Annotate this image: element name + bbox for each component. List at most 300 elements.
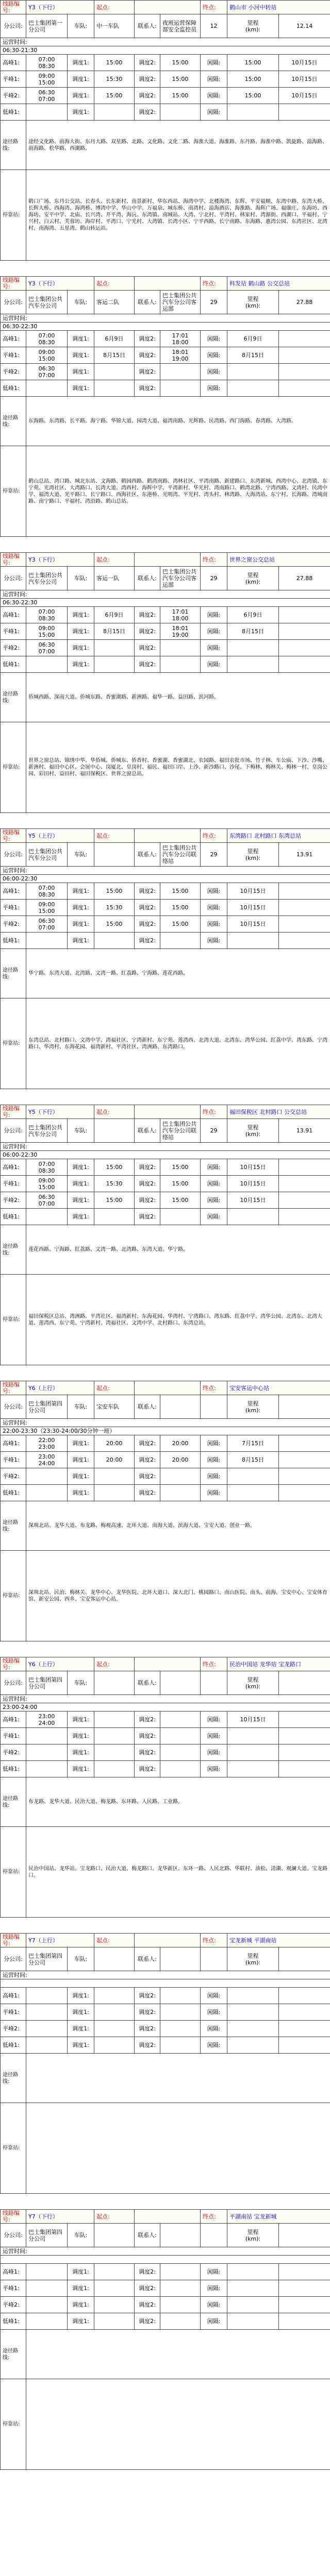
period-label: 平峰2: bbox=[1, 1468, 26, 1485]
dispatch2-label: 调度2: bbox=[135, 380, 160, 397]
distance-unit: (km): bbox=[245, 302, 261, 309]
contact-value bbox=[160, 2224, 201, 2247]
date-value bbox=[279, 1176, 330, 1192]
interval-value bbox=[227, 2280, 279, 2297]
interval-label: 闲隔: bbox=[201, 933, 227, 949]
line-number: Y6（上行） bbox=[26, 1657, 94, 1671]
interval-value bbox=[227, 1761, 279, 1777]
distance-label bbox=[227, 567, 279, 590]
period-time bbox=[26, 2297, 68, 2313]
route-path-text: 莲花西路、宁海路、红荔路、文湾一路、北湾路、东湾大道、华宁路。 bbox=[26, 1225, 330, 1275]
stops-label: 停靠站: bbox=[1, 170, 26, 261]
period-label: 低峰1: bbox=[1, 2037, 26, 2054]
distance-number: 12 bbox=[201, 14, 227, 38]
company-label: 分公司: bbox=[1, 1671, 26, 1695]
dispatch2-value bbox=[160, 2037, 201, 2054]
dispatch1-value bbox=[94, 2264, 135, 2280]
route-path-label: 途径路线: bbox=[1, 1501, 26, 1551]
interval-value bbox=[227, 640, 279, 656]
interval-label: 闲隔: bbox=[201, 380, 227, 397]
distance-value: 13.91 bbox=[279, 843, 330, 867]
route-table bbox=[0, 276, 330, 537]
period-time: 06:30 07:00 bbox=[26, 364, 68, 380]
period-time: 06:30 07:00 bbox=[26, 640, 68, 656]
branch-value: 客运一队 bbox=[94, 567, 135, 590]
interval-label: 闲隔: bbox=[201, 640, 227, 656]
dispatch1-label: 调度1: bbox=[68, 347, 94, 364]
stops-text: 鹤山总站、湾口路、城北东站、文海路、鹤园西路、鹤湾南路、湾林社区、平湾南路、新建路口、东湾新城、西湾中心、北湾镇、东宁苑、光湾社区、大湾路口、长湾大道、湾西村、海辉中学、平湾新村、华光村、湾南路口、鹤湾北路、宁湾西路、文湾村、民湾中学、福湾大道、光平路口、长宁路口、西海社区、东港桥、光明湾、平光村、湾头村、林湾路、大海湾站、东宁村、长海路、湾城南路、南宁路口、平福村、湾沿路、鹤山总站。 bbox=[26, 446, 330, 537]
interval-label: 闲隔: bbox=[201, 656, 227, 673]
dispatch2-label: 调度2: bbox=[135, 2297, 160, 2313]
period-label: 平峰2: bbox=[1, 640, 26, 656]
distance-number bbox=[201, 2224, 227, 2247]
op-time-value bbox=[1, 2256, 330, 2264]
interval-value: 8月15日 bbox=[227, 623, 279, 640]
dispatch2-value: 18:01 19:00 bbox=[160, 347, 201, 364]
interval-label: 闲隔: bbox=[201, 1435, 227, 1452]
period-time bbox=[26, 2313, 68, 2330]
dispatch2-label: 调度2: bbox=[135, 623, 160, 640]
dispatch2-label: 调度2: bbox=[135, 2037, 160, 2054]
route-path-label: 途径路线: bbox=[1, 949, 26, 998]
dispatch2-label: 调度2: bbox=[135, 1485, 160, 1501]
dispatch1-value bbox=[94, 2280, 135, 2297]
stops-text: 福田保税区总站、湾洲路、平湾社区、福湾新村、东海花园、华湾村、宁湾路口、湾东路、红荔中学、湾华公园、北湾东、北湾大道、莲湾西、东宁苑、宁湾新村、湾福社区、文湾中学、北村路口、东湾总站。 bbox=[26, 1275, 330, 1365]
dispatch2-label: 调度2: bbox=[135, 1761, 160, 1777]
dispatch2-value bbox=[160, 1744, 201, 1761]
interval-label: 闲隔: bbox=[201, 2313, 227, 2330]
start-value bbox=[135, 1105, 201, 1119]
company-value: 巴士集团第四分公司 bbox=[26, 2224, 68, 2247]
branch-value: 宝安车队 bbox=[94, 1395, 135, 1419]
period-label: 平峰2: bbox=[1, 364, 26, 380]
interval-value bbox=[227, 2264, 279, 2280]
dispatch2-value bbox=[160, 1485, 201, 1501]
date-value bbox=[279, 2004, 330, 2021]
start-value bbox=[135, 1, 201, 14]
company-label: 分公司: bbox=[1, 291, 26, 314]
dispatch1-label: 调度1: bbox=[68, 1176, 94, 1192]
contact-value bbox=[160, 1395, 201, 1419]
distance-value: 27.88 bbox=[279, 291, 330, 314]
date-value bbox=[279, 656, 330, 673]
interval-value bbox=[227, 1209, 279, 1225]
period-time: 09:00 15:00 bbox=[26, 347, 68, 364]
dispatch2-value bbox=[160, 2280, 201, 2297]
distance-label bbox=[227, 1395, 279, 1419]
dispatch2-label: 调度2: bbox=[135, 656, 160, 673]
dispatch1-value: 15:00 bbox=[94, 883, 135, 900]
op-time-label: 运营时间: bbox=[1, 38, 330, 46]
contact-label: 联系人: bbox=[135, 843, 160, 867]
route-block-r7 bbox=[0, 1657, 330, 1918]
route-table bbox=[0, 1657, 330, 1918]
dispatch2-value: 15:00 bbox=[160, 55, 201, 71]
interval-label: 闲隔: bbox=[201, 2021, 227, 2037]
distance-unit: (km): bbox=[245, 854, 261, 861]
route-table bbox=[0, 2209, 330, 2470]
dispatch2-value: 20:00 bbox=[160, 1435, 201, 1452]
dispatch2-value bbox=[160, 2313, 201, 2330]
period-label: 低峰1: bbox=[1, 933, 26, 949]
interval-label: 闲隔: bbox=[201, 2004, 227, 2021]
end-label: 终点: bbox=[201, 1657, 227, 1671]
dispatch1-label: 调度1: bbox=[68, 900, 94, 916]
start-value bbox=[135, 1934, 201, 1947]
dispatch2-value: 15:00 bbox=[160, 71, 201, 88]
start-label: 起点: bbox=[94, 829, 135, 843]
date-value: 10月15日 bbox=[279, 88, 330, 104]
dispatch2-label: 调度2: bbox=[135, 2021, 160, 2037]
dispatch2-label: 调度2: bbox=[135, 1728, 160, 1744]
dispatch2-value bbox=[160, 933, 201, 949]
period-label: 高峰1: bbox=[1, 1711, 26, 1728]
end-value: 民治中国站 龙华站 宝龙路口 bbox=[227, 1657, 330, 1671]
interval-label: 闲隔: bbox=[201, 364, 227, 380]
date-value bbox=[279, 1468, 330, 1485]
dispatch2-value bbox=[160, 2004, 201, 2021]
dispatch1-value bbox=[94, 1728, 135, 1744]
dispatch2-value: 17:01 18:00 bbox=[160, 607, 201, 623]
line-number: Y3（下行） bbox=[26, 1, 94, 14]
dispatch2-label: 调度2: bbox=[135, 640, 160, 656]
period-time: 23:00 24:00 bbox=[26, 1711, 68, 1728]
date-value bbox=[279, 883, 330, 900]
period-time bbox=[26, 1209, 68, 1225]
date-value bbox=[279, 2264, 330, 2280]
dispatch1-label: 调度1: bbox=[68, 640, 94, 656]
contact-label: 联系人: bbox=[135, 567, 160, 590]
date-value bbox=[279, 2037, 330, 2054]
dispatch2-label: 调度2: bbox=[135, 2313, 160, 2330]
route-path-label: 途径路线: bbox=[1, 397, 26, 446]
period-time bbox=[26, 104, 68, 121]
period-label: 高峰1: bbox=[1, 883, 26, 900]
interval-label: 闲隔: bbox=[201, 1468, 227, 1485]
period-label: 平峰2: bbox=[1, 2297, 26, 2313]
dispatch1-label: 调度1: bbox=[68, 1744, 94, 1761]
date-value bbox=[279, 2021, 330, 2037]
interval-value bbox=[227, 1485, 279, 1501]
op-time-value: 06:30-22:30 bbox=[1, 599, 330, 607]
interval-value: 7月15日 bbox=[227, 1435, 279, 1452]
line-number: Y3（下行） bbox=[26, 277, 94, 291]
line-number: Y7（下行） bbox=[26, 2210, 94, 2224]
interval-label: 闲隔: bbox=[201, 916, 227, 933]
company-label: 分公司: bbox=[1, 1395, 26, 1419]
interval-label: 闲隔: bbox=[201, 1728, 227, 1744]
dispatch2-value bbox=[160, 364, 201, 380]
date-value: 10月15日 bbox=[279, 55, 330, 71]
stops-text: 世界之窗总站、锦绣中华、华侨城、侨城东、侨香村、香蜜湖、香蜜湖北、农园路、福田农批市场、竹子林、车公庙、下沙、沙嘴、新洲村、福田中心区、会展中心、岗厦北、皇岗村、福民、福田口岸、上沙、新沙路口、沙尾、下梅林、梅林关、梅林一村、皇岗公园、彩田村、益田村、福田保税区、世界之窗总站。 bbox=[26, 722, 330, 813]
stops-label: 停靠站: bbox=[1, 2379, 26, 2470]
dispatch2-label: 调度2: bbox=[135, 2264, 160, 2280]
period-label: 高峰1: bbox=[1, 2264, 26, 2280]
company-value: 巴士集团公共汽车分公司 bbox=[26, 1119, 68, 1143]
dispatch1-label: 调度1: bbox=[68, 1209, 94, 1225]
start-label: 起点: bbox=[94, 1, 135, 14]
dispatch2-value: 15:00 bbox=[160, 88, 201, 104]
interval-value bbox=[227, 1728, 279, 1744]
interval-value: 6月9日 bbox=[227, 607, 279, 623]
period-label: 平峰2: bbox=[1, 88, 26, 104]
start-label: 起点: bbox=[94, 1657, 135, 1671]
branch-label: 车队: bbox=[68, 1671, 94, 1695]
dispatch1-label: 调度1: bbox=[68, 2280, 94, 2297]
period-time: 07:00 08:30 bbox=[26, 607, 68, 623]
interval-value bbox=[227, 2313, 279, 2330]
dispatch2-label: 调度2: bbox=[135, 1159, 160, 1176]
dispatch2-value: 15:00 bbox=[160, 1159, 201, 1176]
dispatch1-label: 调度1: bbox=[68, 2313, 94, 2330]
date-value bbox=[279, 1761, 330, 1777]
stops-label: 停靠站: bbox=[1, 1551, 26, 1641]
interval-value: 15:00 bbox=[227, 88, 279, 104]
dispatch2-label: 调度2: bbox=[135, 916, 160, 933]
dispatch1-value: 15:00 bbox=[94, 1159, 135, 1176]
op-time-label: 运营时间: bbox=[1, 590, 330, 599]
distance-number bbox=[201, 1947, 227, 1971]
date-value bbox=[279, 1435, 330, 1452]
date-value bbox=[279, 1744, 330, 1761]
route-path-label: 途径路线: bbox=[1, 121, 26, 170]
stops-text bbox=[26, 2379, 330, 2470]
op-time-label: 运营时间: bbox=[1, 1695, 330, 1703]
route-path-label: 途径路线: bbox=[1, 2330, 26, 2379]
company-label: 分公司: bbox=[1, 14, 26, 38]
interval-label: 闲隔: bbox=[201, 347, 227, 364]
distance-value bbox=[279, 1671, 330, 1695]
period-time bbox=[26, 1761, 68, 1777]
op-time-label: 运营时间: bbox=[1, 1419, 330, 1427]
dispatch1-label: 调度1: bbox=[68, 933, 94, 949]
interval-value: 10月15日 bbox=[227, 1192, 279, 1209]
line-number-label: 线路编号: bbox=[1, 2210, 26, 2224]
dispatch1-value: 15:30 bbox=[94, 1176, 135, 1192]
period-label: 低峰1: bbox=[1, 656, 26, 673]
dispatch1-value: 15:00 bbox=[94, 916, 135, 933]
period-label: 平峰2: bbox=[1, 1192, 26, 1209]
dispatch1-value bbox=[94, 1744, 135, 1761]
dispatch2-label: 调度2: bbox=[135, 933, 160, 949]
interval-value: 15:00 bbox=[227, 55, 279, 71]
interval-label: 闲隔: bbox=[201, 883, 227, 900]
dispatch2-label: 调度2: bbox=[135, 607, 160, 623]
contact-value: 巴士集团公共汽车分公司联络站 bbox=[160, 1119, 201, 1143]
company-value: 巴士集团第四分公司 bbox=[26, 1395, 68, 1419]
dispatch2-value bbox=[160, 1711, 201, 1728]
distance-number: 29 bbox=[201, 1119, 227, 1143]
dispatch2-value: 15:00 bbox=[160, 900, 201, 916]
dispatch1-label: 调度1: bbox=[68, 380, 94, 397]
dispatch1-value: 8月15日 bbox=[94, 623, 135, 640]
interval-label: 闲隔: bbox=[201, 1485, 227, 1501]
period-label: 平峰1: bbox=[1, 71, 26, 88]
date-value bbox=[279, 900, 330, 916]
start-label: 起点: bbox=[94, 277, 135, 291]
period-time bbox=[26, 1988, 68, 2004]
line-number-label: 线路编号: bbox=[1, 1934, 26, 1947]
interval-value: 8月15日 bbox=[227, 347, 279, 364]
distance-number bbox=[201, 1395, 227, 1419]
period-label: 低峰1: bbox=[1, 2313, 26, 2330]
branch-value bbox=[94, 2224, 135, 2247]
dispatch1-label: 调度1: bbox=[68, 2264, 94, 2280]
dispatch1-value bbox=[94, 2313, 135, 2330]
distance-unit: (km): bbox=[245, 1406, 261, 1414]
period-time bbox=[26, 2264, 68, 2280]
dispatch1-label: 调度1: bbox=[68, 623, 94, 640]
dispatch1-label: 调度1: bbox=[68, 656, 94, 673]
dispatch1-value: 8月15日 bbox=[94, 347, 135, 364]
dispatch2-value: 15:00 bbox=[160, 883, 201, 900]
distance-label-text: 里程 bbox=[247, 2228, 259, 2235]
company-value: 巴士集团第一分公司 bbox=[26, 14, 68, 38]
dispatch2-label: 调度2: bbox=[135, 104, 160, 121]
interval-value: 10月15日 bbox=[227, 916, 279, 933]
interval-value bbox=[227, 104, 279, 121]
dispatch1-label: 调度1: bbox=[68, 2004, 94, 2021]
dispatch2-label: 调度2: bbox=[135, 1192, 160, 1209]
interval-value: 10月15日 bbox=[227, 883, 279, 900]
period-label: 平峰1: bbox=[1, 1452, 26, 1468]
dispatch1-label: 调度1: bbox=[68, 1468, 94, 1485]
dispatch1-value bbox=[94, 2021, 135, 2037]
interval-value: 10月15日 bbox=[227, 1159, 279, 1176]
branch-value: 中一车队 bbox=[94, 14, 135, 38]
line-number-label: 线路编号: bbox=[1, 553, 26, 567]
interval-value bbox=[227, 1744, 279, 1761]
interval-label: 闲隔: bbox=[201, 331, 227, 347]
dispatch2-label: 调度2: bbox=[135, 364, 160, 380]
date-value bbox=[279, 640, 330, 656]
date-value bbox=[279, 1452, 330, 1468]
route-path-text bbox=[26, 2330, 330, 2379]
end-label: 终点: bbox=[201, 829, 227, 843]
distance-label-text: 里程 bbox=[247, 1400, 259, 1407]
line-number-label: 线路编号: bbox=[1, 1381, 26, 1395]
dispatch1-value bbox=[94, 1761, 135, 1777]
stops-label: 停靠站: bbox=[1, 722, 26, 813]
distance-value: 27.88 bbox=[279, 567, 330, 590]
contact-value bbox=[160, 1671, 201, 1695]
route-table bbox=[0, 0, 330, 261]
stops-text bbox=[26, 2103, 330, 2194]
interval-value: 10月15日 bbox=[227, 1711, 279, 1728]
dispatch2-label: 调度2: bbox=[135, 1711, 160, 1728]
period-label: 低峰1: bbox=[1, 1761, 26, 1777]
dispatch2-label: 调度2: bbox=[135, 88, 160, 104]
date-value bbox=[279, 623, 330, 640]
date-value bbox=[279, 2280, 330, 2297]
dispatch1-label: 调度1: bbox=[68, 88, 94, 104]
dispatch1-value: 15:00 bbox=[94, 55, 135, 71]
period-time bbox=[26, 1485, 68, 1501]
interval-value: 15:00 bbox=[227, 71, 279, 88]
line-number-label: 线路编号: bbox=[1, 1105, 26, 1119]
start-label: 起点: bbox=[94, 1105, 135, 1119]
route-path-text: 深圳北站、龙华大道、布龙路、梅观高速、北环大道、南海大道、滨海大道、宝安大道、创业一路。 bbox=[26, 1501, 330, 1551]
route-block-r2 bbox=[0, 276, 330, 537]
branch-label: 车队: bbox=[68, 1395, 94, 1419]
dispatch1-value bbox=[94, 104, 135, 121]
company-label: 分公司: bbox=[1, 843, 26, 867]
dispatch1-value bbox=[94, 1468, 135, 1485]
op-time-label: 运营时间: bbox=[1, 314, 330, 323]
interval-label: 闲隔: bbox=[201, 900, 227, 916]
period-time bbox=[26, 380, 68, 397]
date-value bbox=[279, 2313, 330, 2330]
start-value bbox=[135, 1381, 201, 1395]
stops-text: 东湾总站、北村路口、文湾中学、湾福社区、宁湾新村、东宁苑、莲湾西、北湾大道、北湾东、湾华公园、红荔中学、湾东路、宁湾路口、华湾村、东海花园、福湾新村、平湾社区、湾洲路、东湾路口。 bbox=[26, 998, 330, 1089]
route-block-r4 bbox=[0, 828, 330, 1089]
company-label: 分公司: bbox=[1, 567, 26, 590]
company-label: 分公司: bbox=[1, 1947, 26, 1971]
period-label: 平峰2: bbox=[1, 1744, 26, 1761]
company-value: 巴士集团第四分公司 bbox=[26, 1671, 68, 1695]
stops-label: 停靠站: bbox=[1, 998, 26, 1089]
distance-unit: (km): bbox=[245, 578, 261, 585]
interval-label: 闲隔: bbox=[201, 1988, 227, 2004]
dispatch1-label: 调度1: bbox=[68, 1988, 94, 2004]
period-time: 07:00 08:30 bbox=[26, 1159, 68, 1176]
distance-label-text: 里程 bbox=[247, 19, 259, 26]
route-block-r8 bbox=[0, 1933, 330, 2194]
date-value bbox=[279, 1728, 330, 1744]
interval-label: 闲隔: bbox=[201, 2264, 227, 2280]
line-number: Y7（上行） bbox=[26, 1934, 94, 1947]
distance-label-text: 里程 bbox=[247, 295, 259, 302]
interval-label: 闲隔: bbox=[201, 623, 227, 640]
dispatch1-value bbox=[94, 933, 135, 949]
interval-label: 闲隔: bbox=[201, 1761, 227, 1777]
distance-label bbox=[227, 14, 279, 38]
stops-label: 停靠站: bbox=[1, 1827, 26, 1918]
contact-value: 巴士集团公共汽车分公司客运部 bbox=[160, 291, 201, 314]
contact-value: 巴士集团公共汽车分公司联络站 bbox=[160, 843, 201, 867]
contact-label: 联系人: bbox=[135, 1119, 160, 1143]
period-time: 09:00 15:00 bbox=[26, 71, 68, 88]
interval-label: 闲隔: bbox=[201, 2037, 227, 2054]
distance-label-text: 里程 bbox=[247, 848, 259, 855]
interval-label: 闲隔: bbox=[201, 1711, 227, 1728]
distance-label-text: 里程 bbox=[247, 571, 259, 579]
route-path-text: 华宁路、东湾大道、北湾路、文湾一路、红荔路、宁海路、莲花西路。 bbox=[26, 949, 330, 998]
end-value: 世界之窗公交总站 bbox=[227, 553, 330, 567]
distance-label-text: 里程 bbox=[247, 1676, 259, 1683]
distance-value: 12.14 bbox=[279, 14, 330, 38]
distance-unit: (km): bbox=[245, 1130, 261, 1138]
period-time: 07:00 08:30 bbox=[26, 55, 68, 71]
dispatch1-value bbox=[94, 2037, 135, 2054]
date-value bbox=[279, 2297, 330, 2313]
dispatch1-value: 15:30 bbox=[94, 900, 135, 916]
route-path-label: 途径路线: bbox=[1, 1225, 26, 1275]
period-time: 22:00 23:00 bbox=[26, 1435, 68, 1452]
interval-value: 8月15日 bbox=[227, 1452, 279, 1468]
route-block-r3 bbox=[0, 552, 330, 813]
distance-number: 29 bbox=[201, 843, 227, 867]
branch-value bbox=[94, 1119, 135, 1143]
date-value bbox=[279, 331, 330, 347]
interval-value bbox=[227, 380, 279, 397]
route-block-r5 bbox=[0, 1105, 330, 1365]
route-table bbox=[0, 552, 330, 813]
stops-label: 停靠站: bbox=[1, 2103, 26, 2194]
op-time-label: 运营时间: bbox=[1, 2247, 330, 2256]
dispatch1-value bbox=[94, 2004, 135, 2021]
dispatch2-label: 调度2: bbox=[135, 900, 160, 916]
